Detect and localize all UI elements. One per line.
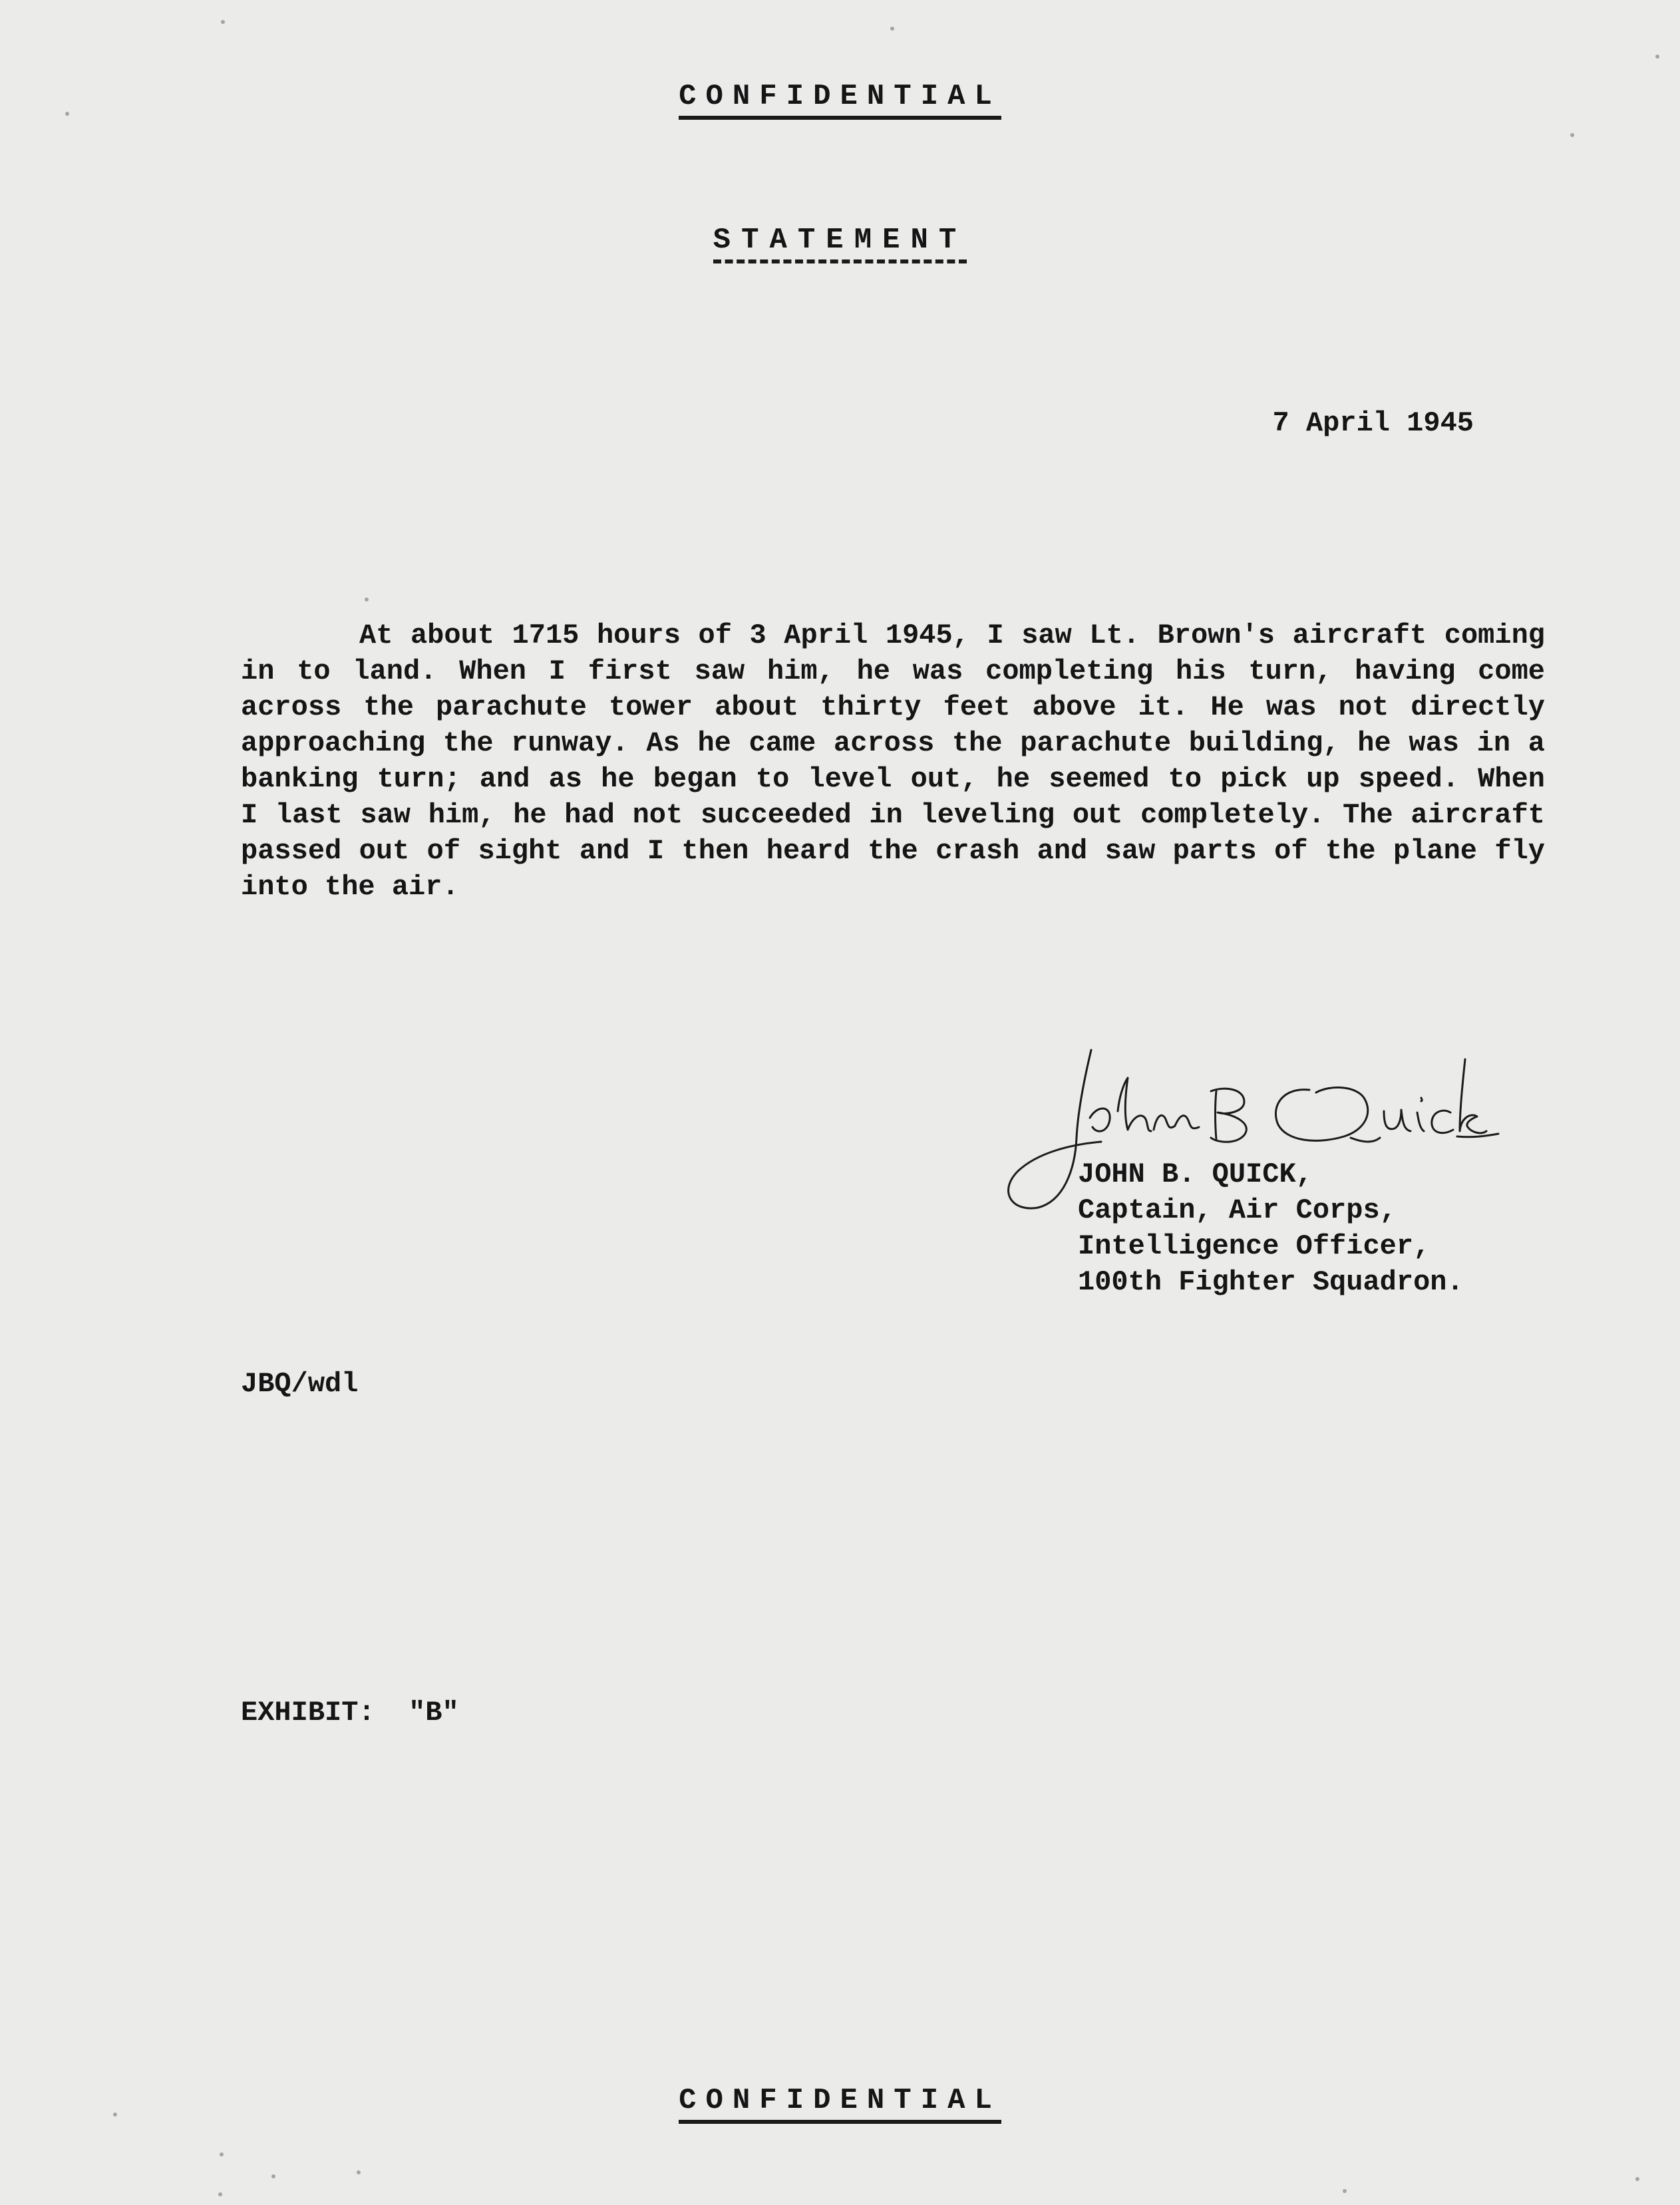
- scan-speck: [271, 2174, 275, 2178]
- classification-header-text: CONFIDENTIAL: [679, 80, 1001, 120]
- document-date: 7 April 1945: [1272, 407, 1474, 439]
- exhibit-value: "B": [409, 1697, 459, 1729]
- scan-speck: [890, 27, 894, 31]
- signer-unit: 100th Fighter Squadron.: [1078, 1266, 1464, 1298]
- document-title: [0, 224, 1680, 263]
- document-title-text: STATEMENT: [713, 224, 967, 263]
- scan-speck: [218, 2192, 222, 2196]
- scan-speck: [357, 2170, 361, 2174]
- scan-speck: [365, 597, 369, 601]
- reference-initials: JBQ/wdl: [241, 1368, 359, 1400]
- signer-name: JOHN B. QUICK,: [1078, 1158, 1313, 1190]
- signer-rank: Captain, Air Corps,: [1078, 1194, 1397, 1226]
- classification-header: [0, 80, 1680, 120]
- scan-speck: [1343, 2189, 1347, 2193]
- scan-speck: [220, 2152, 224, 2156]
- statement-body: At about 1715 hours of 3 April 1945, I saw Lt. Brown's aircraft coming in to land. When I first saw him, he was completing his turn, having come across the parachute tower about thirty feet above it. He was not directly approaching the runway. As he came across the parachute building, he was in a banking turn; and as he began to level out, he seemed to pick up speed. When I last saw him, he had not succeeded in leveling out completely. The aircraft passed out of sight and I then heard the crash and saw parts of the plane fly into the air.: [241, 619, 1545, 903]
- classification-footer: [0, 2084, 1680, 2124]
- scan-speck: [1635, 2177, 1639, 2181]
- signer-role: Intelligence Officer,: [1078, 1230, 1430, 1262]
- classification-footer-text: CONFIDENTIAL: [679, 2084, 1001, 2124]
- scan-speck: [1570, 133, 1574, 137]
- scan-speck: [1655, 55, 1659, 59]
- scan-speck: [221, 20, 225, 24]
- exhibit-label: EXHIBIT:: [241, 1697, 375, 1729]
- signature-block: [1078, 1156, 1464, 1300]
- exhibit-line: [241, 1697, 459, 1729]
